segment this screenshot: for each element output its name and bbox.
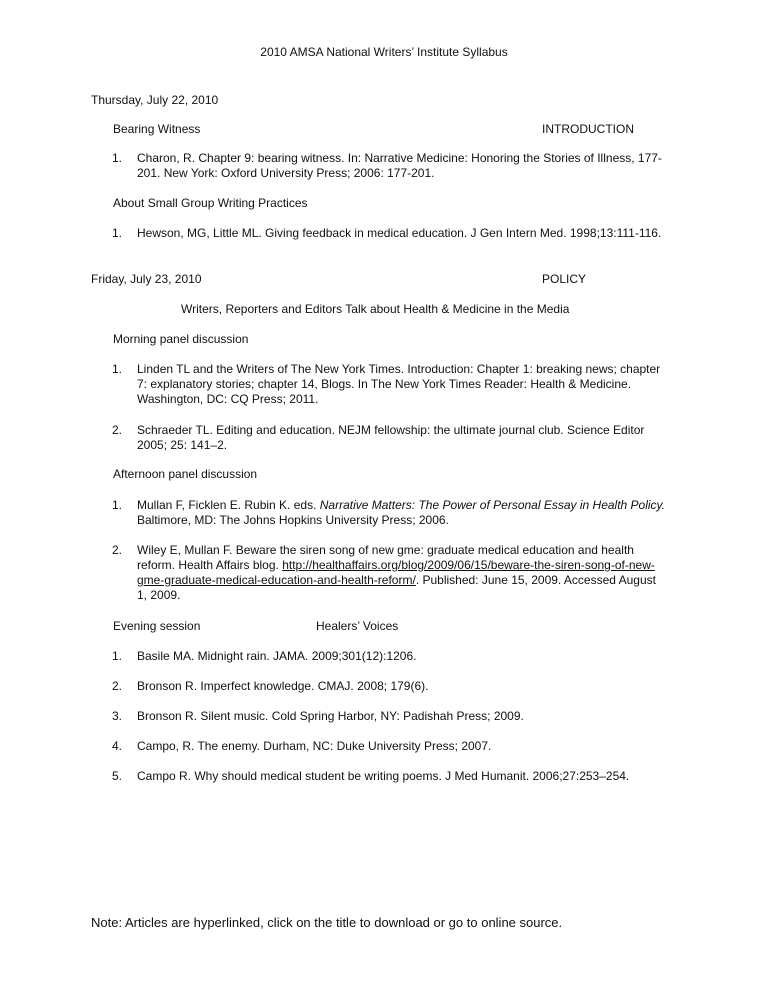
reference-text[interactable]: Hewson, MG, Little ML. Giving feedback in medical education. J Gen Intern Med. 1998;13:111-116.	[137, 226, 662, 240]
session-theme-healers-voices: Healers’ Voices	[316, 619, 399, 633]
reference-number: 2.	[112, 423, 123, 437]
reference-authors: Wiley E, Mullan F. Beware the siren song of new gme: graduate medical education and health reform. Health Affairs blog.	[137, 543, 634, 572]
session-title-morning: Morning panel discussion	[113, 332, 249, 346]
reference-number: 2.	[112, 543, 123, 557]
reference-item[interactable]	[112, 226, 668, 241]
reference-number: 1.	[112, 362, 123, 376]
reference-link[interactable]: http://healthaffairs.org/blog/2009/06/15/beware-the-siren-song-of-new-gme-graduate-medical-education-and-health-reform/	[137, 558, 655, 587]
reference-text[interactable]: Linden TL and the Writers of The New York Times. Introduction: Chapter 1: breaking news; chapter 7: explanatory stories; chapter 14, Blogs. In The New York Times Reader: Health & Medicine. Washington, DC: CQ Press; 2011.	[137, 362, 661, 406]
reference-item[interactable]	[112, 739, 668, 754]
reference-item[interactable]	[112, 362, 668, 407]
session-title-writing-practices: About Small Group Writing Practices	[113, 196, 308, 210]
reference-text[interactable]: Basile MA. Midnight rain. JAMA. 2009;301(12):1206.	[137, 649, 417, 663]
reference-number: 4.	[112, 739, 123, 753]
reference-book-title[interactable]: Narrative Matters: The Power of Personal Essay in Health Policy.	[319, 498, 665, 512]
day1-date: Thursday, July 22, 2010	[91, 93, 219, 107]
reference-text[interactable]	[137, 498, 668, 528]
reference-item[interactable]	[112, 423, 668, 453]
footnote: Note: Articles are hyperlinked, click on the title to download or go to online source.	[91, 915, 563, 930]
reference-number: 2.	[112, 679, 123, 693]
session-category-policy: POLICY	[542, 272, 587, 286]
reference-item[interactable]	[112, 151, 668, 181]
reference-number: 1.	[112, 151, 123, 165]
session-title-evening: Evening session	[113, 619, 201, 633]
reference-text[interactable]: Bronson R. Silent music. Cold Spring Harbor, NY: Padishah Press; 2009.	[137, 709, 524, 723]
reference-number: 3.	[112, 709, 123, 723]
reference-text[interactable]: Schraeder TL. Editing and education. NEJM fellowship: the ultimate journal club. Science Editor 2005; 25: 141–2.	[137, 423, 645, 452]
reference-text[interactable]	[137, 543, 668, 603]
reference-number: 1.	[112, 226, 123, 240]
day2-subtitle: Writers, Reporters and Editors Talk about Health & Medicine in the Media	[181, 302, 570, 316]
reference-number: 1.	[112, 498, 123, 512]
page-title: 2010 AMSA National Writers’ Institute Syllabus	[260, 45, 508, 59]
session-category-introduction: INTRODUCTION	[542, 122, 634, 136]
reference-item[interactable]	[112, 498, 668, 528]
reference-item[interactable]	[112, 649, 668, 664]
day2-date: Friday, July 23, 2010	[91, 272, 202, 286]
reference-text[interactable]: Campo, R. The enemy. Durham, NC: Duke University Press; 2007.	[137, 739, 492, 753]
reference-item[interactable]	[112, 769, 668, 784]
reference-item[interactable]	[112, 709, 668, 724]
reference-authors: Mullan F, Ficklen E. Rubin K. eds.	[137, 498, 320, 512]
session-title-bearing-witness: Bearing Witness	[113, 122, 201, 136]
reference-number: 5.	[112, 769, 123, 783]
reference-text[interactable]: Bronson R. Imperfect knowledge. CMAJ. 2008; 179(6).	[137, 679, 429, 693]
reference-publication-info: . Published: June 15, 2009. Accessed August 1, 2009.	[137, 573, 656, 602]
reference-publisher: Baltimore, MD: The Johns Hopkins University Press; 2006.	[137, 513, 449, 527]
session-title-afternoon: Afternoon panel discussion	[113, 467, 258, 481]
reference-number: 1.	[112, 649, 123, 663]
reference-text[interactable]: Campo R. Why should medical student be writing poems. J Med Humanit. 2006;27:253–254.	[137, 769, 630, 783]
reference-item[interactable]	[112, 679, 668, 694]
reference-text[interactable]: Charon, R. Chapter 9: bearing witness. In: Narrative Medicine: Honoring the Stories of Illness, 177-201. New York: Oxford University Press; 2006: 177-201.	[137, 151, 662, 180]
reference-item[interactable]	[112, 543, 668, 603]
